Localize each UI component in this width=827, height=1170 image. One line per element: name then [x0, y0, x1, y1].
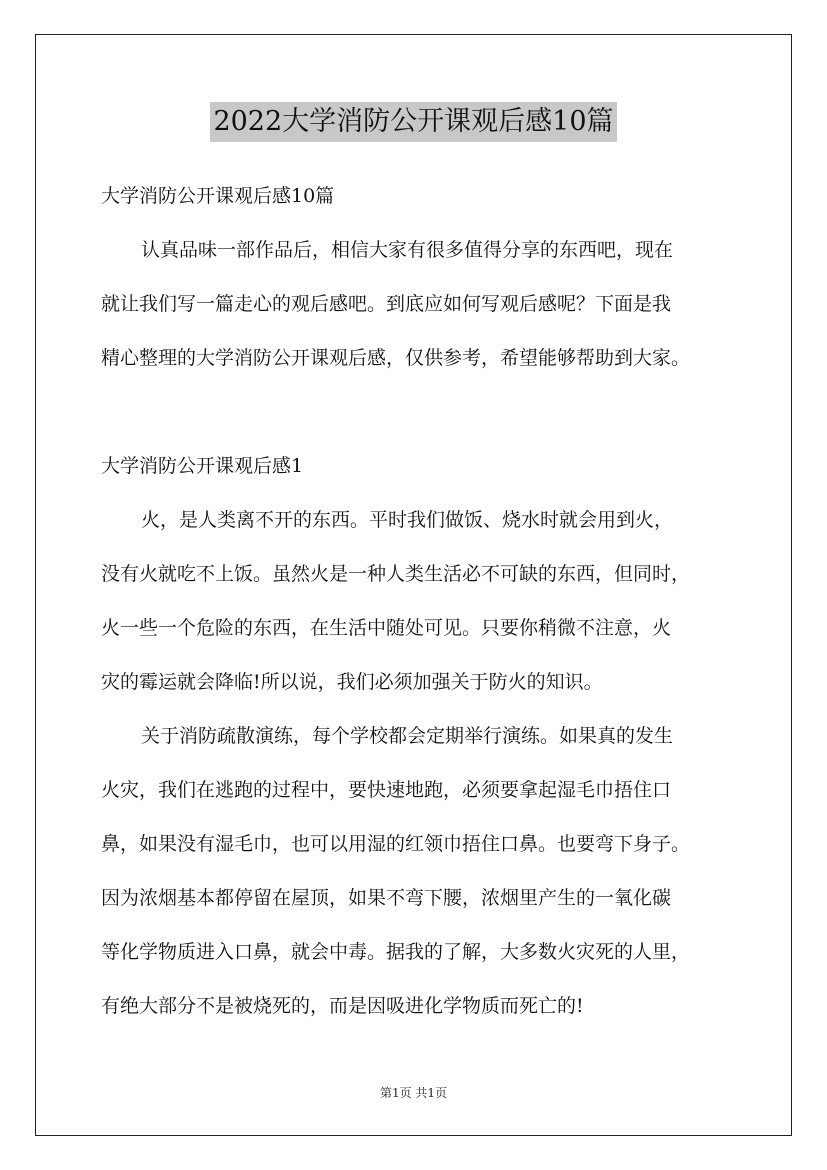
page-footer: 第1页 共1页 [379, 1086, 448, 1100]
intro-line: 就让我们写一篇走心的观后感吧。到底应如何写观后感呢？下面是我 [101, 293, 672, 315]
intro-line: 认真品味一部作品后，相信大家有很多值得分享的东西吧，现在 [141, 239, 674, 261]
paragraph-line: 鼻，如果没有湿毛巾，也可以用湿的红领巾捂住口鼻。也要弯下身子。 [101, 833, 691, 855]
document-title [0, 100, 827, 142]
paragraph-line: 没有火就吃不上饭。虽然火是一种人类生活必不可缺的东西，但同时， [101, 563, 691, 585]
paragraph-line: 火，是人类离不开的东西。平时我们做饭、烧水时就会用到火， [141, 509, 674, 531]
paragraph-line: 因为浓烟基本都停留在屋顶，如果不弯下腰，浓烟里产生的一氧化碳 [101, 887, 672, 909]
section-heading: 大学消防公开课观后感1 [101, 455, 304, 477]
document-title-text: 2022大学消防公开课观后感10篇 [210, 102, 616, 142]
section-spacer [101, 392, 741, 446]
intro-line: 精心整理的大学消防公开课观后感，仅供参考，希望能够帮助到大家。 [101, 347, 691, 369]
document-body [101, 176, 741, 1040]
paragraph-line: 关于消防疏散演练，每个学校都会定期举行演练。如果真的发生 [141, 725, 674, 747]
paragraph-line: 火一些一个危险的东西，在生活中随处可见。只要你稍微不注意，火 [101, 617, 672, 639]
subtitle: 大学消防公开课观后感10篇 [101, 185, 335, 207]
paragraph-line: 等化学物质进入口鼻，就会中毒。据我的了解，大多数火灾死的人里， [101, 941, 691, 963]
paragraph-line: 有绝大部分不是被烧死的，而是因吸进化学物质而死亡的! [101, 995, 584, 1017]
paragraph-line: 火灾，我们在逃跑的过程中，要快速地跑，必须要拿起湿毛巾捂住口 [101, 779, 672, 801]
paragraph-line: 灾的霉运就会降临!所以说，我们必须加强关于防火的知识。 [101, 671, 603, 693]
